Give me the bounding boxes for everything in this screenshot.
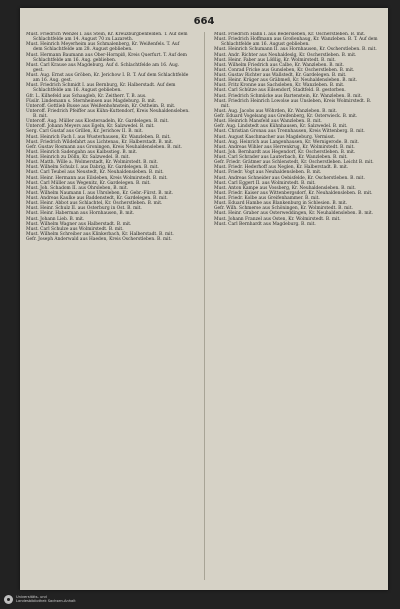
left-column [26,32,190,580]
roster-entry: Unteroff. Aug. Müller aus Klostersadeln, Kr. Gardelegen. B. mit. [26,119,169,125]
roster-entry: Must. Friedr. Kaiser aus Wittenbergsdorf, Kr. Neuhaldensleben. B. mit. [214,190,373,196]
roster-entry: Must. Wilhelm Wagner aus Halberstadt. B. mit. [26,221,132,227]
roster-entry: Must. Heinrich Meyerheim aus Schmalenberg, Kr. Weißenfels. T. Auf dem Schlachtfelde am 28. August geblieben. [26,42,180,53]
roster-entry: Gefr. Aug. Lindstedt aus Kühnhausen, Kr. Salzwedel. B. mit. [214,124,348,130]
roster-entry: Unteroff. Johann Meyers aus Egeln, Kr. Salzwedel. B. mit. [26,124,155,130]
roster-entry: Must. Wilhelm Schulz I. aus Dabrig, Kr. Gardelegen. B. mit. [26,165,159,171]
roster-entry: Must. Heinr. Schulz II. aus Osterburg in Ost. B. mit. [26,206,142,212]
roster-entry: Must. Heinr. Faber aus Lößlig, Kr. Wolmirstedt. B. mit. [214,57,336,63]
roster-entry: Must. Heinr. Abbot aus Schlachtel, Kr. Oscherstleben. B. mit. [26,201,163,207]
library-logo-line-2: Landesbibliothek Sachsen-Anhalt [16,599,76,603]
roster-entry: Must. Matth. Wille a. Wolmerstadt, Kr. Wolmirstedt. B. mit. [26,160,158,166]
roster-entry: Must. Wilhelm Friedrich aus Calbe, Kr. Wanzleben. B. mit. [214,62,344,68]
roster-entry: Must. Heinrich Sadengahn aus Kalbsstieg. B. mit. [26,149,138,155]
roster-entry: Must. Friedrich Schmücke aus Bartenstein, Kr. Wanzleben. B. mit. [214,93,362,99]
roster-entry: Must. Carl Krause aus Magdeburg. Auf d. Schlachtfelde am 16. Aug. gest. [26,62,180,73]
library-logo-text [16,595,76,603]
roster-entry: Gefr. Wilh. Schmerse aus Schöningen, Kr. Wolmirstedt. B. mit. [214,206,353,212]
library-logo-icon [4,595,13,604]
roster-entry: Must. Friedrich Heinrich Lowolse aus Unsleben, Kreis Wolmirstedt. B. mit. [214,98,372,109]
right-column [214,32,378,580]
roster-entry: Must. Carl Schütze aus Eilsendorf, Stadtfeld. B. gestorben. [214,88,346,94]
roster-entry: Must. Hermann Baumann aus Ober-Hornpiß, Kreis Querfurt. T. Auf dem Schlachtfelde am 16. Aug. geblieben. [26,52,187,63]
roster-entry: Must. August Kaschmacher aus Magdeburg. Vermisst. [214,134,336,140]
roster-entry: Füsilr. Lindemann s. Sternheinsen aus Magdeburg. B. mit. [26,98,157,104]
roster-entry: Must. Carl Müller aus Wegenitz, Kr. Gardelegen. B. mit. [26,180,151,186]
page-number: 664 [193,16,215,27]
roster-entry: Must. Carl Bernhardt aus Magdeburg. B. mit. [214,221,316,227]
roster-entry: Must. Friedrich Hoffmann aus Großenhaug, Kr. Wanzleben. B. T. Auf dem Schlachtfelde am 16. August geblieben. [214,37,378,48]
roster-entry: Must. Andreas Wihler aus Herrenkrug, Kr. Wolmirstedt. B. mit. [214,144,355,150]
roster-entry: Must. Andreas Schneider aus Oebisfelde, Kr. Oscherstleben. B. mit. [214,175,365,181]
roster-entry: Must. Aug. Heinrich aus Langenhausen, Kr. Wernigerode. B. mit. [214,139,359,145]
roster-entry: Must. Friedr. Hederhoff aus Neglen, Kr. Halberstadt. B. mit. [214,165,349,171]
roster-entry: Must. Aug. Jacobs aus Wöhrden, Kr. Wanzleben. B. mit. [214,108,337,114]
roster-entry: Must. Johann Lieb. B. mit. [26,216,85,222]
roster-entry: Must. Johann Franzel aus Osten, Kr. Wolmirstedt. B. mit. [214,216,341,222]
roster-entry: Must. Wilhelm Naumann I. aus Uhrsleben, Kr. Gebr.-Fürst. B. mit. [26,190,174,196]
roster-entry: Must. Fritz Kronne aus Sachsleben, Kr. Wanzleben. B. mit. [214,83,345,89]
roster-entry: Must. Heinr. Krüger aus Gräbmeß, Kr. Neuhaldensleben. B. mit. [214,78,357,84]
roster-entry: Serg. Carl Gustaf aus Grillen, Kr. Jerichow II. B. mit. [26,129,143,135]
library-logo-line-1: Universitäts- und [16,595,47,599]
roster-entry: Must. Anton Kampe aus Vossberg, Kr. Neuhaldensleben. B. mit. [214,185,356,191]
roster-entry: Gefr. Friedr. Grätmer aus Schlenstedt, Kr. Oscherstleben. Leicht B. mit. [214,160,374,166]
roster-entry: Must. Friedrich Wildefahrt aus Lichtenau, Kr. Halberstadt. B. mit. [26,139,174,145]
roster-entry: Must. Friedrich Wenzel I. aus Stein, Kr. Kreuzburgbenfelden. T. Auf dem Schlachtfelde am 14. August 70 zu Lazareth. [26,32,188,43]
roster-entry: Must. Friedrich Hahn I. aus Bedersleben, Kr. Oscherstleben. B. mit. [214,32,366,37]
roster-entry: Must. Carl Teubel aus Neustedt, Kr. Neuhaldensleben. B. mit. [26,170,164,176]
roster-entry: Must. Andreas Kaulke aus Baddenstedt, Kr. Gardelegen. B. mit. [26,196,168,201]
roster-entry: Must. Aug. Ernst aus Gröben, Kr. Jerichow I. B. T. Auf dem Schlachtfelde am 16. Aug. gest. [26,73,189,84]
roster-entry: Must. Carl Eggert II. aus Wolmirstedt. B. mit. [214,180,316,186]
roster-entry: Must. Joh. Schadom II. aus Ohrsleben, B. mit. [26,185,128,191]
roster-entry: Gefr. Eduard Vogelsang aus Greifenberg, Kr. Osterwieck. B. mit. [214,114,358,119]
roster-entry: Unteroff. Friedrich Pfeiffer aus Kühn-Kuttendorf, Kreis Neuhaldensleben. B. mit. [26,108,190,119]
roster-entry: Must. Friedr. Kolbe aus Greifenhammer. B. mit. [214,196,320,201]
roster-entry: Must. Conrad Fricke aus Gunsleben, Kr. Oscherstleben. B. mit. [214,67,355,73]
column-divider [204,32,205,580]
roster-entry: Must. Christian Gronau aus Trennhausen, Kreis Wittenberg. B. mit. [214,129,365,135]
roster-entry: Must. Carl Schulze aus Wolmirstedt. B. mit. [26,226,124,232]
roster-entry: Must. Friedrich Schmidt I. aus Bernburg, Kr. Halberstadt. Auf dem Schlachtfelde am 16. August geblieben. [26,83,176,94]
roster-entry: Must. Friedr. Vogt aus Neuhaldensleben. B. mit. [214,170,322,176]
roster-entry: Must. Joh. Bernhardt aus Hegendorf, Kr. Oscherstleben. B. mit. [214,149,356,155]
roster-entry: Must. Heinrich zu Dölln, Kr. Salzwedel. B. mit. [26,155,130,160]
roster-entry: Must. Heinr. Graber aus Osterweddingen, Kr. Neuhaldensleben. B. mit. [214,211,374,217]
roster-entry: Must. Heinrich Schumann II. aus Hornhausen, Kr. Oscherstleben. B. mit. [214,47,377,53]
roster-entry: Must. Heinrich Mansfeld aus Wanzleben. B. mit. [214,119,322,125]
roster-entry: Must. Wilhelm Schreiber aus Klinkerbach, Kr. Halberstadt. B. mit. [26,231,174,237]
roster-entry: Must. Eduard Hambe aus Blankenburg in Schlesien. B. mit. [214,201,348,207]
roster-entry: Must. Heinr. Hermann aus Eilsleben, Kreis Wolmirstedt. B. mit. [26,175,168,181]
roster-entry: Gefr. Joseph Anderwald aus Haeden, Kreis Oscherstleben. B. mit. [26,237,172,242]
roster-entry: Gefr. Gustav Rosmann aus Groningen, Kreis Neuhaldensleben. B. mit. [26,144,182,150]
roster-entry: Must. Carl Schrader aus Lauterbach, Kr. Wanzleben. B. mit. [214,155,348,160]
roster-entry: Must. Heinrich Fach I. aus Wusterhausen, Kr. Wanzleben. B. mit. [26,134,171,140]
library-logo [4,592,76,606]
roster-entry: Unteroff. Gottlieb Busse aus Weißenhohnstein, Kr. Ostheim. B. mit. [26,103,176,109]
roster-entry: Must. Gustav Richter aus Wallstedt, Kr. Gardelegen. B. mit. [214,73,347,78]
roster-entry: Gfr. L. Kilhefeld aus Schaugleb, Kr. Zeitherr. T. B. aus. [26,93,147,99]
roster-entry: Must. Andr. Richter aus Neuhaldeslg, Kr. Oscherstleben. B. mit. [214,52,357,58]
document-page [20,8,388,590]
roster-entry: Must. Heinr. Haberman aus Hornhausen, B. mit. [26,211,135,217]
